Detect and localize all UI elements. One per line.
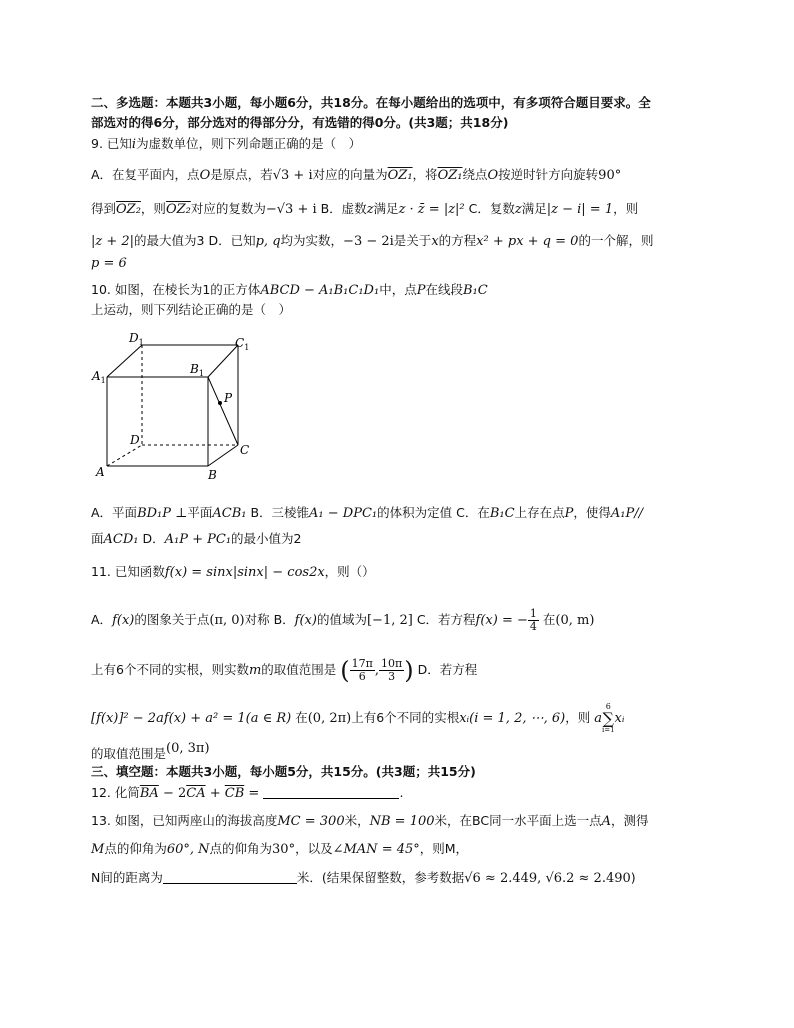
q11-line1 bbox=[91, 608, 594, 633]
q11-fraction-10pi-3 bbox=[379, 658, 404, 683]
q13-text: 米， bbox=[344, 813, 370, 828]
q13-math: 60°, N bbox=[166, 842, 210, 857]
section-3-header-text: 三、填空题：本题共3小题，每小题5分，共15分。(共3题；共15分) bbox=[91, 764, 476, 779]
q11-math: a bbox=[594, 711, 602, 726]
q9-line1 bbox=[91, 167, 621, 184]
q12-answer-blank[interactable] bbox=[263, 786, 399, 799]
q10-text: ，使得 bbox=[573, 505, 611, 520]
q9-text: 均为实数， bbox=[280, 233, 344, 248]
sigma-glyph: ∑ bbox=[602, 709, 614, 728]
q9-math: O bbox=[487, 168, 499, 183]
q11-line2 bbox=[91, 658, 477, 683]
q11-stem bbox=[91, 564, 375, 581]
q9-text: ，则 bbox=[613, 201, 639, 216]
q10-math: B₁C bbox=[462, 283, 488, 298]
q10-math: A₁P// bbox=[610, 506, 643, 521]
q13-text: ，测得 bbox=[611, 813, 649, 828]
q9-math: i bbox=[131, 137, 137, 152]
fraction-denominator: 3 bbox=[388, 670, 396, 683]
q11-text: 上有6个不同的实根，则实数 bbox=[91, 662, 249, 677]
q11-text: D．若方程 bbox=[417, 662, 478, 677]
q9-text: 的一个解，则 bbox=[578, 233, 654, 248]
sum-upper: 6 bbox=[605, 702, 611, 711]
q13-line1 bbox=[91, 813, 649, 830]
q11-text: ，则（） bbox=[324, 564, 375, 579]
q13-text: ，以及 bbox=[295, 841, 333, 856]
segment-B1-C bbox=[208, 377, 238, 445]
q11-line3 bbox=[91, 702, 625, 735]
q9-text: 绕点 bbox=[462, 167, 488, 182]
fraction-numerator: 1 bbox=[529, 607, 537, 620]
comma: , bbox=[374, 663, 380, 678]
q10-text: B．三棱锥 bbox=[250, 505, 310, 520]
q9-math: −3 − 2i bbox=[343, 234, 394, 249]
q10-math: ACB₁ bbox=[212, 506, 247, 521]
q10-text: 中，点 bbox=[379, 282, 417, 297]
q10-math: P bbox=[564, 506, 574, 521]
q10-text: D． bbox=[142, 531, 165, 546]
edge-B-C bbox=[208, 445, 238, 466]
q11-text: 11. 已知函数 bbox=[91, 564, 165, 579]
q11-text: 上有6个不同的实根 bbox=[351, 710, 460, 725]
q13-text: 点的仰角为 bbox=[104, 841, 167, 856]
q9-math: |z + 2| bbox=[91, 234, 135, 249]
label-A: A bbox=[96, 465, 105, 479]
q9-math: x bbox=[431, 234, 439, 249]
q9-text: C．复数 bbox=[468, 201, 515, 216]
q11-math: (0, m) bbox=[555, 613, 595, 628]
q13-math: A bbox=[601, 814, 611, 829]
q10-stem bbox=[91, 282, 488, 299]
open-paren: ( bbox=[340, 656, 350, 685]
q11-text: C．若方程 bbox=[416, 612, 476, 627]
section-2-header-line1: 二、多选题：本题共3小题，每小题6分，共18分。在每小题给出的选项中，有多项符合题目要求。全 bbox=[91, 95, 651, 110]
q12-math: = bbox=[244, 786, 264, 801]
label-A1: $A_1$ bbox=[92, 369, 106, 385]
q9-text: 为虚数单位，则下列命题正确的是（ ） bbox=[136, 136, 362, 151]
fraction-numerator: 10π bbox=[381, 657, 403, 670]
q10-text: 在线段 bbox=[425, 282, 463, 297]
q11-math: f(x) bbox=[294, 613, 317, 628]
q11-math: f(x) bbox=[112, 613, 135, 628]
section-2-header-line2: 部选对的得6分，部分选对的得部分分，有选错的得0分。(共3题；共18分) bbox=[91, 115, 509, 130]
q11-math: (0, 2π) bbox=[307, 711, 352, 726]
q13-text: ) bbox=[630, 870, 636, 885]
edge-A1-D1 bbox=[107, 345, 142, 377]
q13-line2 bbox=[91, 841, 468, 858]
q11-math: (0, 3π) bbox=[166, 741, 210, 756]
label-D: D bbox=[130, 433, 140, 447]
q11-math: xᵢ bbox=[614, 711, 625, 726]
q9-math: z bbox=[514, 202, 522, 217]
q12 bbox=[91, 785, 403, 802]
cube-figure bbox=[90, 330, 260, 480]
q9-math: 90° bbox=[598, 168, 622, 183]
q11-math: xᵢ(i = 1, 2, ⋯, 6) bbox=[459, 711, 566, 726]
q10-math: P bbox=[416, 283, 426, 298]
section-2-header-cont bbox=[91, 115, 508, 131]
q11-fraction-quarter bbox=[528, 608, 539, 633]
q9-vector: OZ₂ bbox=[165, 202, 191, 217]
q11-math: f(x) = sinx|sinx| − cos2x bbox=[164, 565, 325, 580]
q12-vector: $\overline{BA}$ bbox=[139, 786, 159, 801]
q9-math: |z − i| = 1 bbox=[546, 202, 614, 217]
q9-text: 满足 bbox=[373, 201, 399, 216]
q13-math: M bbox=[91, 842, 105, 857]
label-B1: $B_1$ bbox=[190, 362, 204, 378]
q10-math: ACD₁ bbox=[103, 532, 139, 547]
q10-math: BD₁P ⊥ bbox=[137, 506, 188, 521]
q12-vector: $\overline{CA}$ bbox=[186, 786, 206, 801]
q9-text: 满足 bbox=[521, 201, 547, 216]
q11-text: A． bbox=[91, 612, 113, 627]
fraction-denominator: 6 bbox=[358, 670, 366, 683]
q10-text: 上运动，则下列结论正确的是（ ） bbox=[91, 302, 292, 317]
q10-math: B₁C bbox=[489, 506, 515, 521]
q13-math: 30° bbox=[272, 842, 296, 857]
q11-math: f(x) = − bbox=[475, 613, 528, 628]
q9-text: 是关于 bbox=[393, 233, 432, 248]
q11-text: 的值域为 bbox=[316, 612, 367, 627]
q13-text: ，则M， bbox=[419, 841, 469, 856]
q13-math: MC = 300 bbox=[277, 814, 345, 829]
q11-text: 在 bbox=[542, 612, 556, 627]
section-2-header bbox=[91, 95, 651, 111]
close-paren: ) bbox=[404, 656, 414, 685]
q9-vector: OZ₁ bbox=[387, 168, 413, 183]
q13-text: 米．(结果保留整数，参考数据 bbox=[296, 870, 465, 885]
fraction-denominator: 4 bbox=[529, 620, 537, 633]
label-P: P bbox=[224, 391, 233, 405]
q9-text: 的最大值为3 D．已知 bbox=[134, 233, 256, 248]
q9-text: 对应的复数为 bbox=[190, 201, 266, 216]
q9-text: 对应的向量为 bbox=[312, 167, 388, 182]
q11-text: ，则 bbox=[565, 710, 591, 725]
q11-text: 的取值范围是 bbox=[91, 746, 167, 761]
q9-math: p = 6 bbox=[91, 256, 127, 271]
q9-text: 得到 bbox=[91, 201, 117, 216]
q12-text: 12. 化简 bbox=[91, 785, 140, 800]
q10-text: 的体积为定值 C．在 bbox=[377, 505, 490, 520]
hidden-edge-A-D bbox=[107, 445, 142, 466]
q9-math: z · z̄ = |z|² bbox=[398, 202, 465, 217]
q13-answer-blank[interactable] bbox=[163, 871, 297, 884]
q10-options-line1 bbox=[91, 505, 643, 522]
label-D1: $D_1$ bbox=[129, 331, 144, 347]
q10-options-line2 bbox=[91, 531, 302, 548]
q9-math: p, q bbox=[255, 234, 281, 249]
label-C: C bbox=[240, 443, 250, 457]
q9-line2 bbox=[91, 201, 638, 218]
q10-text: 的最小值为2 bbox=[231, 531, 302, 546]
fraction-numerator: 17π bbox=[351, 657, 373, 670]
q13-math: ∠MAN = 45° bbox=[332, 842, 420, 857]
q10-math: ABCD − A₁B₁C₁D₁ bbox=[260, 283, 380, 298]
summation-sign bbox=[602, 702, 615, 735]
q13-text: 点的仰角为 bbox=[209, 841, 273, 856]
q9-text: A．在复平面内，点 bbox=[91, 167, 200, 182]
sum-lower: i=1 bbox=[601, 726, 615, 734]
q13-math: NB = 100 bbox=[369, 814, 435, 829]
q11-text: 的取值范围是 bbox=[261, 662, 337, 677]
q9-text: 9. 已知 bbox=[91, 136, 132, 151]
q9-math: −√3 + i bbox=[265, 202, 317, 217]
q10-text: 面 bbox=[91, 531, 104, 546]
q13-line3 bbox=[91, 870, 636, 887]
q11-math: [f(x)]² − 2af(x) + a² = 1(a ∈ R) bbox=[91, 711, 292, 726]
q9-math: √3 + i bbox=[272, 168, 313, 183]
q9-text: 的方程 bbox=[438, 233, 477, 248]
q13-text: N间的距离为 bbox=[91, 870, 163, 885]
q10-text: 平面 bbox=[187, 505, 213, 520]
q9-line4 bbox=[91, 255, 127, 272]
label-B: B bbox=[208, 468, 217, 480]
q12-vector: $\overline{CB}$ bbox=[224, 786, 245, 801]
label-C1: $C_1$ bbox=[235, 336, 250, 352]
q10-text: 10. 如图，在棱长为1的正方体 bbox=[91, 282, 261, 297]
q9-line3 bbox=[91, 233, 653, 250]
q11-fraction-17pi-6 bbox=[350, 658, 375, 683]
q9-text: ，则 bbox=[140, 201, 166, 216]
q9-math: z bbox=[366, 202, 374, 217]
q11-text: 的图象关于点 bbox=[134, 612, 210, 627]
q11-text: 对称 B． bbox=[244, 612, 295, 627]
q10-text: 上存在点 bbox=[514, 505, 565, 520]
q9-math: x² + px + q = 0 bbox=[476, 234, 579, 249]
q9-text: ，将 bbox=[412, 167, 438, 182]
q12-math: + bbox=[205, 786, 225, 801]
q10-math: A₁P + PC₁ bbox=[164, 532, 232, 547]
q12-period: . bbox=[399, 785, 404, 800]
q9-math: O bbox=[199, 168, 211, 183]
q13-math: √6 ≈ 2.449, √6.2 ≈ 2.490 bbox=[464, 871, 631, 886]
section-3-header bbox=[91, 764, 476, 780]
q9-stem bbox=[91, 136, 361, 153]
q10-text: A．平面 bbox=[91, 505, 138, 520]
q11-line4 bbox=[91, 741, 210, 762]
q13-text: 13. 如图，已知两座山的海拔高度 bbox=[91, 813, 278, 828]
q11-math: (π, 0) bbox=[209, 613, 245, 628]
q11-text: 在 bbox=[295, 710, 308, 725]
point-P bbox=[218, 401, 222, 405]
q9-vector: OZ₁ bbox=[437, 168, 463, 183]
q11-math: [−1, 2] bbox=[366, 613, 413, 628]
q11-math: m bbox=[248, 663, 262, 678]
q9-text: B．虚数 bbox=[320, 201, 367, 216]
q9-vector: OZ₂ bbox=[116, 202, 141, 217]
edge-B1-C1 bbox=[208, 345, 238, 377]
q9-text: 是原点，若 bbox=[210, 167, 273, 182]
q10-math: A₁ − DPC₁ bbox=[309, 506, 378, 521]
q13-text: 米，在BC同一水平面上选一点 bbox=[434, 813, 602, 828]
q9-text: 按逆时针方向旋转 bbox=[498, 167, 599, 182]
q10-stem-cont bbox=[91, 302, 291, 318]
q12-math: − 2 bbox=[158, 786, 187, 801]
